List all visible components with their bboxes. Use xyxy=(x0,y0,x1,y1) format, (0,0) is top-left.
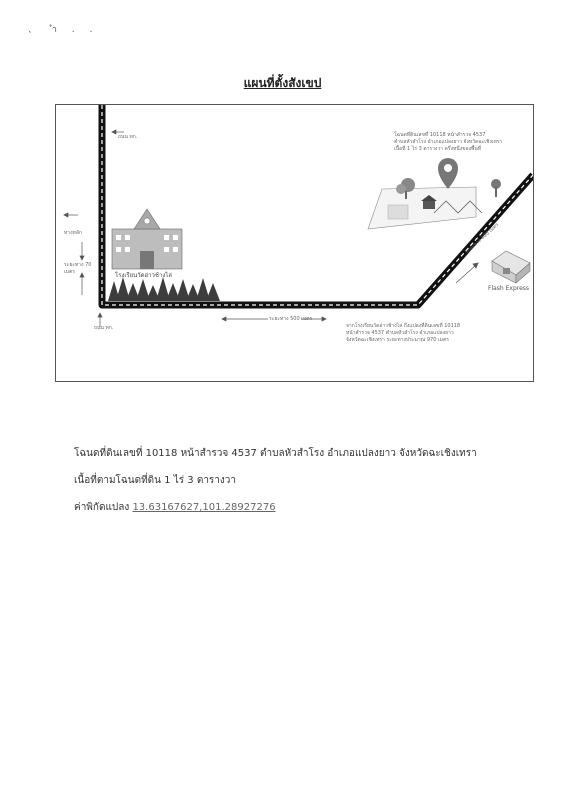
bottom-distance-label: ระยะทาง 500 เมตร xyxy=(269,316,313,322)
page-title: แผนที่ตั้งสังเขป xyxy=(243,76,322,90)
coordinate-row xyxy=(74,500,276,515)
flash-express-label: Flash Express xyxy=(488,285,530,292)
scan-mark: 、 ำ . . xyxy=(28,25,99,35)
location-map xyxy=(55,104,534,382)
flash-express-icon xyxy=(492,251,530,283)
land-plot-icon xyxy=(368,178,501,229)
route-description xyxy=(346,323,526,344)
plot-desc-line-2: ตำบลหัวสำโรง อำเภอแปลงยาว จังหวัดฉะเชิงเทรา xyxy=(394,139,503,145)
deed-info: โฉนดที่ดินเลขที่ 10118 หน้าสำรวจ 4537 ตำบลหัวสำโรง อำเภอแปลงยาว จังหวัดฉะเชิงเทรา xyxy=(74,448,477,459)
top-road-label: ถนน ทก. xyxy=(118,134,138,140)
school-label: โรงเรียนวัดอ่าวช้างไล่ xyxy=(115,272,172,279)
area-info: เนื้อที่ตามโฉนดที่ดิน 1 ไร่ 3 ตารางวา xyxy=(74,475,237,486)
plot-desc-line-1: โฉนดที่ดินเลขที่ 10118 หน้าสำรวจ 4537 xyxy=(394,132,486,138)
coordinate-label: ค่าพิกัดแปลง xyxy=(74,502,130,513)
bottom-arrows xyxy=(222,263,478,321)
diag-distance-label: ระยะทาง 400 เมตร xyxy=(464,222,501,256)
bottom-road-label: ถนน ทก. xyxy=(94,325,114,331)
route-line-3: จังหวัดฉะเชิงเทรา ระยะทางประมาณ 970 เมตร xyxy=(346,337,449,343)
left-distance-label: ระยะทาง 70 เมตร xyxy=(64,262,92,275)
route-line-1: จากโรงเรียนวัดอ่าวช้างไล่ ถึงแปลงที่ดินเลขที่ 10118 xyxy=(346,323,461,329)
route-line-2: หน้าสำรวจ 4537 ตำบลหัวสำโรง อำเภอแปลงยาว xyxy=(346,330,454,336)
coordinate-link[interactable]: 13.63167627,101.28927276 xyxy=(132,502,276,513)
plot-desc-line-3: เนื้อที่ 1 ไร่ 3 ตารางวา ครึ่งหนึ่งของพื้นที่ xyxy=(394,146,482,152)
school-building-icon xyxy=(112,209,182,269)
main-road-label: ทางหลัก xyxy=(64,230,82,236)
tree-row-icon xyxy=(108,277,220,301)
plot-description xyxy=(394,132,528,153)
location-pin-icon xyxy=(438,158,458,189)
